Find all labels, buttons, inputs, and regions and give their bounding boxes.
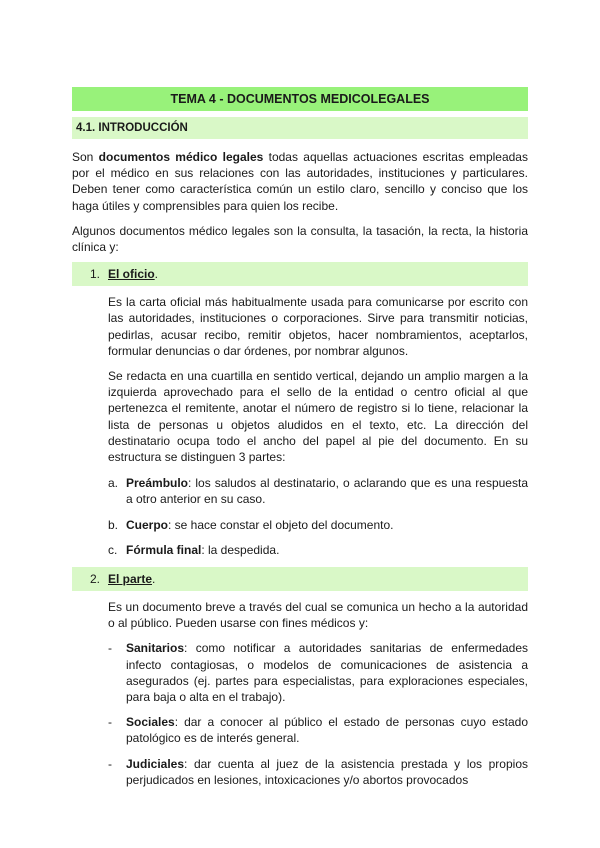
parte-item-sanitarios: [108, 640, 528, 705]
intro-text-start: Son: [72, 150, 99, 164]
oficio-paragraph-1: Es la carta oficial más habitualmente usada para comunicarse por escrito con las autoridades, instituciones o corporaciones. Sirve para transmitir noticias, pedirlas, acusar recibo, remitir objetos, hacer nombramientos, aceptarlos, formular denuncias o dar órdenes, por nombrar algunos.: [108, 295, 528, 358]
item-term: Judiciales: [126, 756, 185, 771]
list-marker: b.: [108, 517, 119, 532]
parte-item-judiciales: [108, 756, 528, 788]
part-text: : se hace constar el objeto del documento.: [168, 517, 394, 532]
oficio-paragraph-2: Se redacta en una cuartilla en sentido vertical, dejando un amplio margen a la izquierda aprovechado para el sello de la entidad o centro oficial al que pertenezca el remitente, anotar el número de registro si lo tiene, relacionar la lista de personas u objetos aludidos en el texto, etc. La dirección del destinatario ocupa todo el ancho del papel al pie del documento. En su estructura se distinguen 3 partes:: [108, 369, 528, 465]
list-marker: -: [108, 756, 112, 771]
item-term: Sociales: [126, 715, 175, 730]
intro-paragraph-2: Algunos documentos médico legales son la consulta, la tasación, la recta, la historia clínica y:: [72, 223, 528, 255]
intro-paragraph: [72, 149, 528, 214]
oficio-part-formula-final: [108, 542, 528, 558]
part-term: Fórmula final: [126, 542, 202, 557]
document-page: [72, 87, 528, 788]
item-text: : dar a conocer al público el estado de personas cuyo estado patológico es de interés general.: [126, 715, 528, 746]
parte-paragraph-1: Es un documento breve a través del cual se comunica un hecho a la autoridad o al público. Pueden usarse con fines médicos y:: [108, 600, 528, 631]
item-text: : como notificar a autoridades sanitarias de enfermedades infecto contagiosas, o modelos de comunicaciones de asistencia a asegurados (ej. partes para especialistas, para exploraciones especiales, para baja o alta en el trabajo).: [126, 641, 528, 705]
part-term: Preámbulo: [126, 476, 189, 491]
item-term: Sanitarios: [126, 641, 185, 656]
part-text: : los saludos al destinatario, o aclarando que es una respuesta a otro anterior en su caso.: [126, 476, 528, 507]
list-marker: c.: [108, 542, 118, 557]
section-heading: 4.1. INTRODUCCIÓN: [72, 117, 528, 139]
oficio-part-cuerpo: [108, 517, 528, 533]
heading-parte: 2. El parte.: [72, 567, 528, 591]
parte-item-sociales: [108, 714, 528, 746]
list-marker: -: [108, 641, 112, 656]
heading-number: 1.: [90, 267, 101, 282]
heading-number: 2.: [90, 572, 101, 587]
list-marker: -: [108, 715, 112, 730]
part-text: : la despedida.: [201, 542, 280, 557]
part-term: Cuerpo: [126, 517, 168, 532]
heading-oficio: 1. El oficio.: [72, 262, 528, 286]
list-marker: a.: [108, 476, 119, 491]
heading-label: El parte: [108, 572, 153, 587]
intro-text-rest: todas aquellas actuaciones escritas empleadas por el médico en sus relaciones con las autoridades, instituciones y particulares. Deben tener como característica común un estilo claro, sencillo y conciso que los haga útiles y comprensibles para quien los recibe.: [72, 150, 528, 213]
oficio-part-preambulo: [108, 475, 528, 507]
document-title: TEMA 4 - DOCUMENTOS MEDICOLEGALES: [72, 87, 528, 111]
heading-label: El oficio: [108, 267, 155, 282]
intro-bold-term: documentos médico legales: [98, 150, 264, 164]
item-text: : dar cuenta al juez de la asistencia prestada y los propios perjudicados en lesiones, intoxicaciones y/o abortos provocados: [126, 756, 528, 787]
